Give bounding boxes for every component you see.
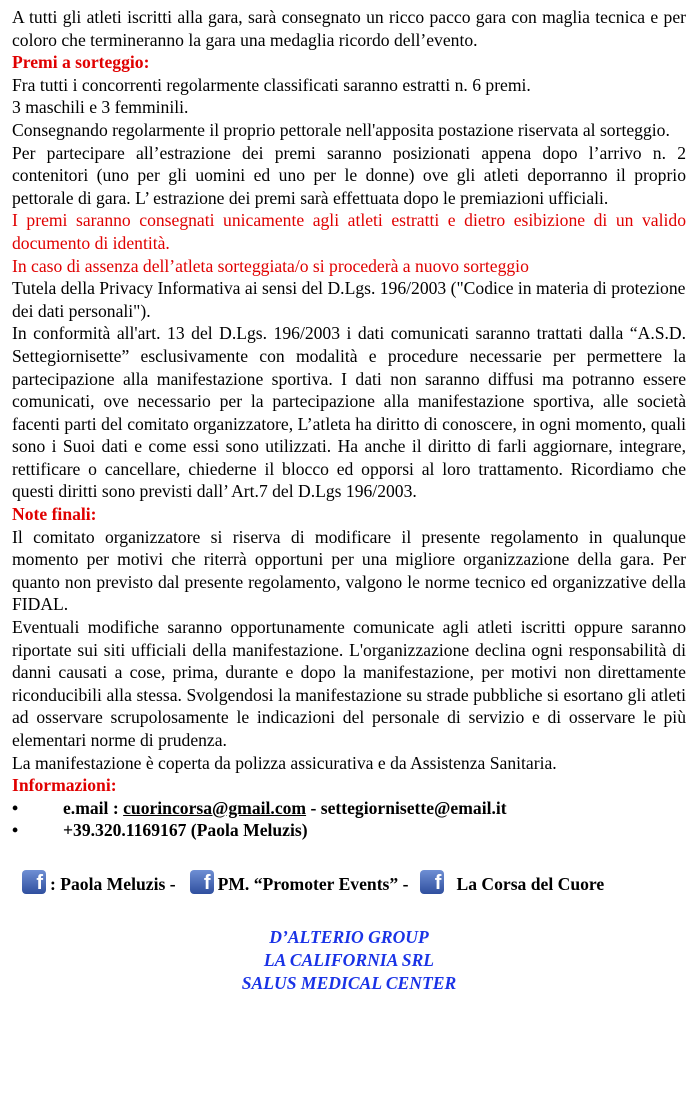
email-suffix: - settegiornisette@email.it: [306, 797, 507, 818]
prizes-red-notice-2: In caso di assenza dell’atleta sorteggiata/o si procederà a nuovo sorteggio: [12, 255, 529, 276]
social-item-promoter-events: PM. “Promoter Events” -: [217, 873, 409, 894]
sponsor-name: D’ALTERIO GROUP: [269, 926, 429, 947]
email-prefix: e.mail :: [63, 797, 124, 818]
info-heading: Informazioni:: [12, 775, 117, 796]
notes-paragraph-2: Eventuali modifiche saranno opportunamente comunicate agli atleti iscritti oppure saranno riportate sui siti ufficiali della manifestazione. L'organizzazione declina ogni responsabilità di danni causati a cose, prima, durante e dopo la manifestazione, per motivi non direttamente riconducibili alla stessa. Svolgendosi la manifestazione su strade pubbliche si esortano gli atleti ad osservare scrupolosamente le indicazioni del personale di servizio e di osservare le più elementari norme di prudenza.: [12, 617, 686, 750]
sponsor-name: SALUS MEDICAL CENTER: [241, 972, 457, 993]
notes-paragraph-1: Il comitato organizzatore si riserva di modificare il presente regolamento in qualunque momento per motivi che riterrà opportuni per una migliore organizzazione della gara. Per quanto non previsto dal presente regolamento, valgono le norme tecnico ed organizzative della FIDAL.: [12, 526, 686, 615]
social-item-corsa-del-cuore: La Corsa del Cuore: [456, 873, 605, 894]
facebook-icon[interactable]: f: [22, 870, 46, 894]
notes-paragraph-3: La manifestazione è coperta da polizza assicurativa e da Assistenza Sanitaria.: [12, 752, 557, 773]
social-item-paola-meluzis: : Paola Meluzis -: [50, 873, 176, 894]
phone-number: +39.320.1169167 (Paola Meluzis): [63, 820, 308, 841]
prizes-line-1: Fra tutti i concorrenti regolarmente classificati saranno estratti n. 6 premi.: [12, 74, 531, 95]
prizes-red-notice-1: I premi saranno consegnati unicamente agli atleti estratti e dietro esibizione di un valido documento di identità.: [12, 210, 686, 253]
intro-paragraph: A tutti gli atleti iscritti alla gara, sarà consegnato un ricco pacco gara con maglia tecnica e per coloro che termineranno la gara una medaglia ricordo dell’evento.: [12, 7, 686, 50]
sponsor-name: LA CALIFORNIA SRL: [263, 949, 435, 970]
privacy-title: Tutela della Privacy Informativa ai sensi del D.Lgs. 196/2003 ("Codice in materia di protezione dei dati personali").: [12, 278, 686, 321]
privacy-body: In conformità all'art. 13 del D.Lgs. 196/2003 i dati comunicati saranno trattati dalla “A.S.D. Settegiornisette” esclusivamente con modalità e procedure necessarie per permettere la partecipazione alla manifestazione sportiva. I dati non saranno diffusi ma potranno essere comunicati, ove necessario per la partecipazione alla manifestazione sportiva, alle società facenti parti del comitato organizzatore, L’atleta ha diritto di conoscere, in ogni momento, quali sono i Suoi dati e come essi sono utilizzati. Ha anche il diritto di farli aggiornare, integrare, rettificare o cancellare, chiederne il blocco ed opporsi al loro trattamento. Ricordiamo che questi diritti sono previsti dall’ Art.7 del D.Lgs 196/2003.: [12, 323, 686, 502]
info-phone-item: [12, 819, 686, 842]
prizes-line-2: 3 maschili e 3 femminili.: [12, 97, 189, 118]
email-link[interactable]: cuorincorsa@gmail.com: [123, 797, 307, 818]
prizes-line-4: Per partecipare all’estrazione dei premi saranno posizionati appena dopo l’arrivo n. 2 contenitori (uno per gli uomini ed uno per le donne) ove gli atleti deporranno il proprio pettorale di gara. L’ estrazione dei premi sarà effettuata dopo le premiazioni ufficiali.: [12, 142, 686, 208]
info-list: [12, 797, 686, 842]
social-links-row: [12, 872, 686, 896]
bullet-icon: •: [12, 797, 19, 818]
prizes-heading: Premi a sorteggio:: [12, 52, 150, 73]
bullet-icon: •: [12, 820, 19, 841]
facebook-icon[interactable]: f: [420, 870, 444, 894]
info-email-item: [12, 797, 686, 820]
facebook-icon[interactable]: f: [190, 870, 214, 894]
prizes-line-3: Consegnando regolarmente il proprio pettorale nell'apposita postazione riservata al sorteggio.: [12, 119, 670, 140]
notes-heading: Note finali:: [12, 504, 97, 525]
sponsors-block: [12, 926, 686, 995]
